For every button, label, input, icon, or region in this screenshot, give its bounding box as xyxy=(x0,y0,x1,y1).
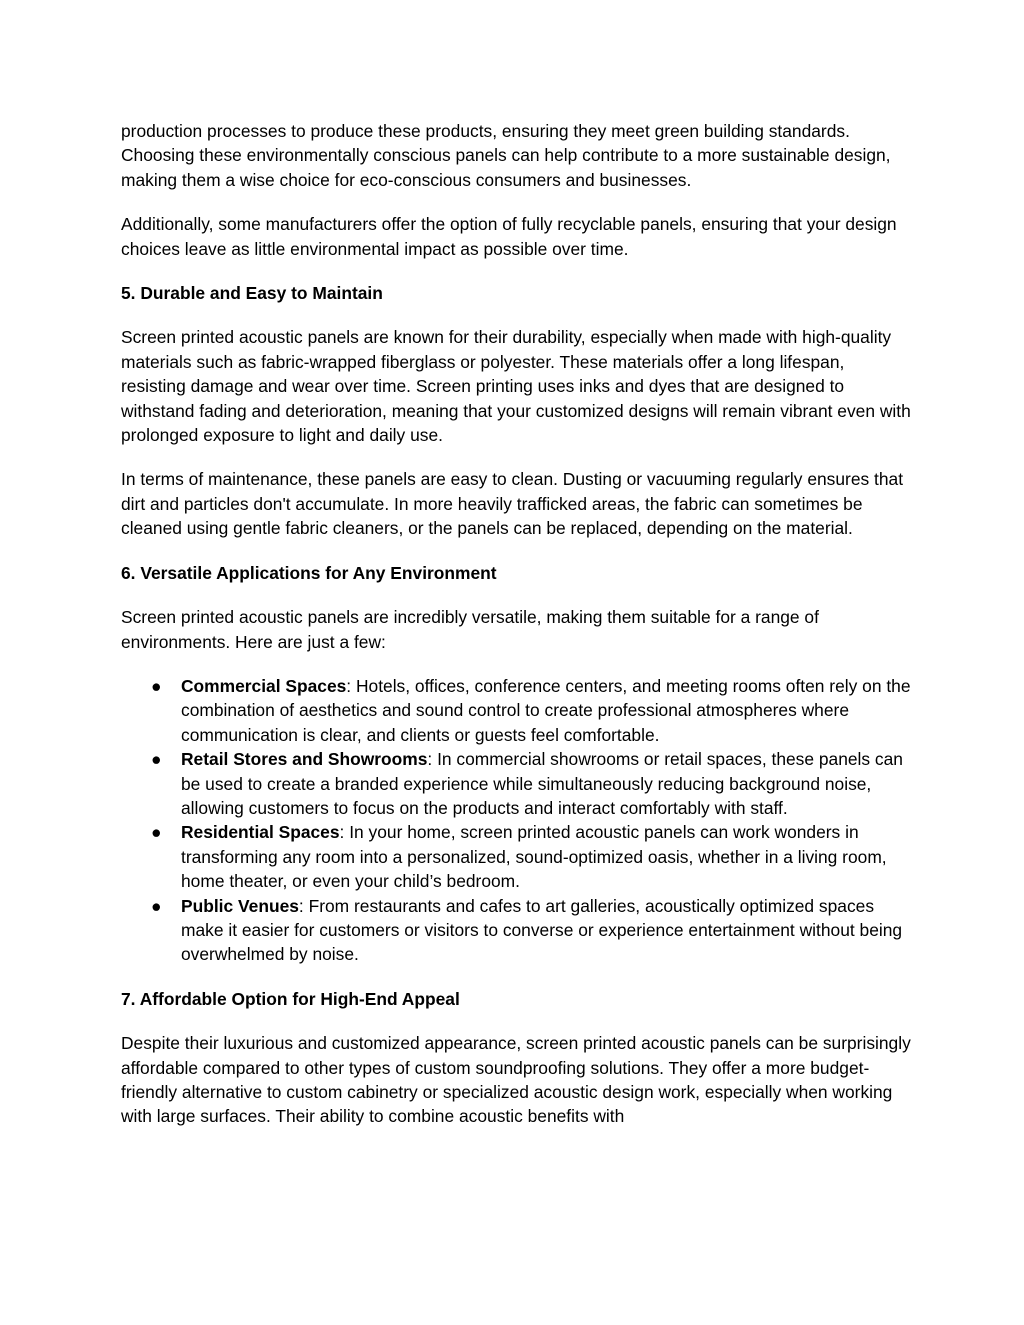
list-item-title: Commercial Spaces xyxy=(181,675,347,696)
list-item-title: Public Venues xyxy=(181,895,299,916)
paragraph-durability: Screen printed acoustic panels are known for their durability, especially when made with high-quality materials such as fabric-wrapped fiberglass or polyester. These materials offer a long lifespan, resisting damage and wear over time. Screen printing uses inks and dyes that are designed to withstand fading and deterioration, meaning that your customized designs will remain vibrant even with prolonged exposure to light and daily use. xyxy=(121,327,911,446)
list-item-text: : From restaurants and cafes to art galleries, acoustically optimized spaces make it easier for customers or visitors to converse or experience entertainment without being overwhelmed by noise. xyxy=(181,895,903,965)
bullet-icon: ● xyxy=(151,675,162,696)
list-item-residential xyxy=(121,820,911,893)
list-item-title: Residential Spaces xyxy=(181,822,340,843)
heading-section-7: 7. Affordable Option for High-End Appeal xyxy=(121,988,460,1009)
bullet-icon: ● xyxy=(151,822,162,843)
bullet-icon: ● xyxy=(151,749,162,770)
paragraph-green-standards: production processes to produce these products, ensuring they meet green building standards. Choosing these environmentally conscious panels can help contribute to a more sustainable design, making them a wise choice for eco-conscious consumers and businesses. xyxy=(121,121,891,190)
list-item-text: : Hotels, offices, conference centers, and meeting rooms often rely on the combination of aesthetics and sound control to create professional atmospheres where communication is clear, and clients or guests feel comfortable. xyxy=(181,675,911,745)
paragraph-versatile-intro: Screen printed acoustic panels are incredibly versatile, making them suitable for a range of environments. Here are just a few: xyxy=(121,607,819,652)
bullet-icon: ● xyxy=(151,895,162,916)
paragraph-affordable: Despite their luxurious and customized appearance, screen printed acoustic panels can be surprisingly affordable compared to other types of custom soundproofing solutions. They offer a more budget-friendly alternative to custom cabinetry or specialized acoustic design work, especially when working with large surfaces. Their ability to combine acoustic benefits with xyxy=(121,1033,911,1127)
list-item-text: : In your home, screen printed acoustic panels can work wonders in transforming any room into a personalized, sound-optimized oasis, whether in a living room, home theater, or even your child’s bedroom. xyxy=(181,822,887,892)
heading-section-5: 5. Durable and Easy to Maintain xyxy=(121,283,383,304)
paragraph-recyclable: Additionally, some manufacturers offer the option of fully recyclable panels, ensuring that your design choices leave as little environmental impact as possible over time. xyxy=(121,214,897,259)
list-item-retail xyxy=(121,747,911,820)
paragraph-maintenance: In terms of maintenance, these panels are easy to clean. Dusting or vacuuming regularly ensures that dirt and particles don't accumulate. In more heavily trafficked areas, the fabric can sometimes be cleaned using gentle fabric cleaners, or the panels can be replaced, depending on the material. xyxy=(121,469,904,539)
list-item-text: : In commercial showrooms or retail spaces, these panels can be used to create a branded experience while simultaneously reducing background noise, allowing customers to focus on the products and interact comfortably with staff. xyxy=(181,749,903,818)
applications-list xyxy=(121,674,911,967)
list-item-commercial xyxy=(121,674,911,747)
heading-section-6: 6. Versatile Applications for Any Environment xyxy=(121,562,497,583)
list-item-public-venues xyxy=(121,894,911,967)
list-item-title: Retail Stores and Showrooms xyxy=(181,749,428,770)
document-page xyxy=(121,119,911,1149)
